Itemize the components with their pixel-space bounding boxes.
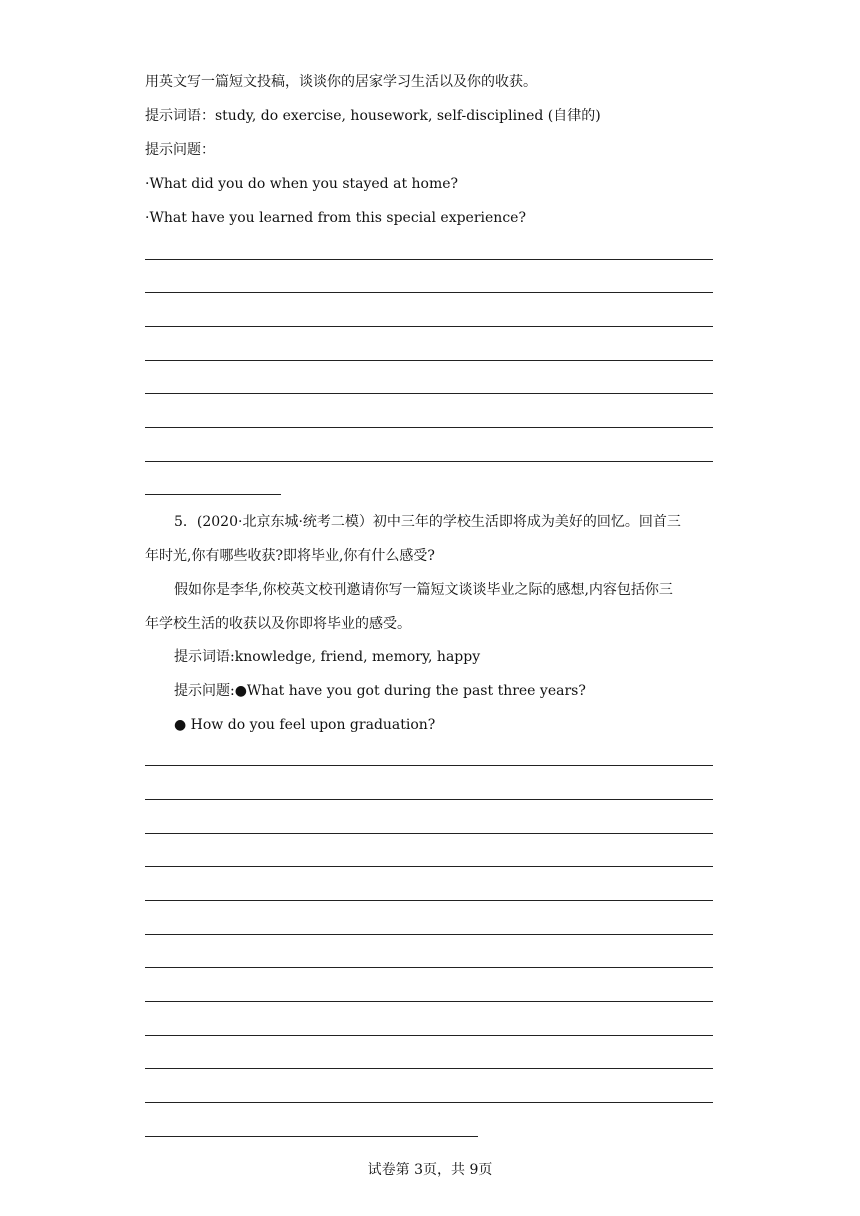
answer-line (145, 1102, 713, 1103)
question-5-task-line-1: 假如你是李华,你校英文校刊邀请你写一篇短文谈谈毕业之际的感想,内容包括你三 (174, 582, 673, 598)
answer-line (145, 866, 713, 867)
page-footer: 试卷第 3页，共 9页 (367, 1162, 493, 1178)
answer-line (145, 259, 713, 260)
question-5-hint-question-2: ● How do you feel upon graduation? (174, 717, 436, 733)
section1-hint-questions-label: 提示问题： (145, 142, 215, 158)
answer-line (145, 1068, 713, 1069)
question-5-intro-line-2: 年时光,你有哪些收获?即将毕业,你有什么感受? (145, 548, 435, 564)
answer-line (145, 326, 713, 327)
answer-line-short (145, 1136, 478, 1137)
question-5-hint-question-1: 提示问题:●What have you got during the past three years? (174, 683, 586, 699)
answer-line (145, 799, 713, 800)
answer-line (145, 393, 713, 394)
answer-line (145, 427, 713, 428)
section1-question-1: ·What did you do when you stayed at home? (145, 176, 459, 192)
section1-question-2: ·What have you learned from this special experience? (145, 210, 526, 226)
answer-line (145, 900, 713, 901)
section1-hint-words: 提示词语：study, do exercise, housework, self-disciplined (自律的) (145, 108, 601, 124)
answer-line (145, 1001, 713, 1002)
question-5-hint-words: 提示词语:knowledge, friend, memory, happy (174, 649, 481, 665)
answer-line (145, 360, 713, 361)
question-5-intro-line-1: 5．(2020·北京东城·统考二模）初中三年的学校生活即将成为美好的回忆。回首三 (174, 514, 681, 530)
answer-line (145, 967, 713, 968)
answer-line (145, 934, 713, 935)
answer-line (145, 292, 713, 293)
answer-line-short (145, 494, 281, 495)
answer-line (145, 833, 713, 834)
answer-line (145, 1035, 713, 1036)
question-5-task-line-2: 年学校生活的收获以及你即将毕业的感受。 (145, 616, 411, 632)
answer-line (145, 765, 713, 766)
answer-line (145, 461, 713, 462)
section1-instruction: 用英文写一篇短文投稿，谈谈你的居家学习生活以及你的收获。 (145, 74, 537, 90)
